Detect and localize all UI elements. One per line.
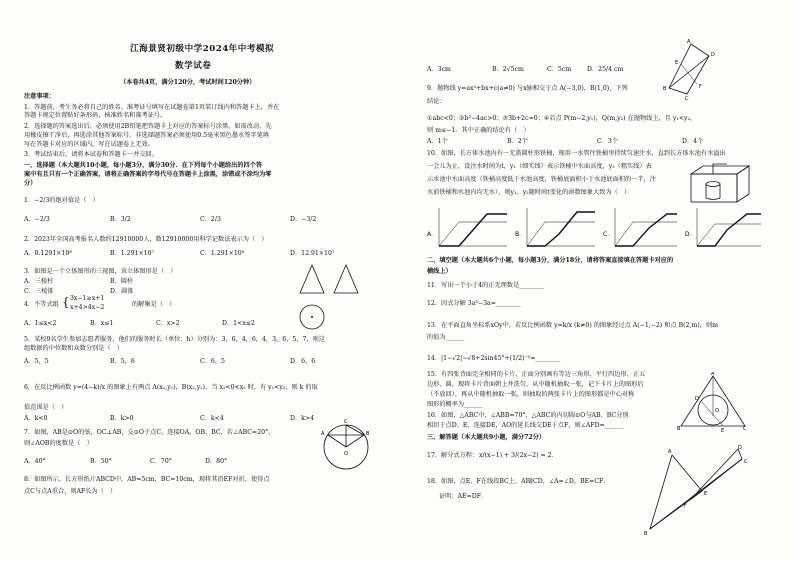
- section2-head1: 二、填空题（本大题共6个小题，每小题3分，满分18分，请将答案直接填在答题卡对应的: [427, 257, 674, 264]
- section1-head1: 一、选择题（本大题共10小题，每小题3分，满分30分．在下列每个小题给出的四个答: [24, 162, 263, 169]
- q16-stem-1: 16．如图，△ABC中，∠ABB=70°，△ABC的内切圆⊙O与AB、BC分别: [427, 412, 629, 419]
- q16-label-a: A: [711, 372, 715, 377]
- q4-option-a: A．1≤x<2: [24, 320, 57, 327]
- q9-stem-2: 结论：: [427, 98, 446, 105]
- q4-brace: {: [62, 295, 70, 309]
- q2-stem: 2．2023年全国高考报名人数约12910000人，数12910000用科学记数法表示为（ ）: [24, 236, 268, 243]
- q7-option-d: D．80°: [205, 458, 228, 465]
- q3-option-a: A．三棱柱: [24, 278, 54, 285]
- note-2c: 写在答题卡对应的区域内，写在试题卷上无效。: [24, 141, 154, 148]
- note-1b: 答题卡规定位置贴好条形码，核准姓名和准考证号。: [24, 112, 167, 119]
- q18-stem-2: 证明：AE=DF．: [439, 493, 488, 500]
- q2-option-b: B．1.291×10⁷: [110, 250, 154, 257]
- q8-stem-1: 8．如图所示，长方形纸片ABCD中，AB=5cm，BC=10cm，现将其沿EF对折，使得点: [24, 476, 270, 483]
- q12-text: 12．因式分解 3a³−3a=________: [427, 300, 521, 307]
- q8-label-a: A: [687, 39, 691, 45]
- q5-option-a: A．5，5: [24, 358, 49, 365]
- q15-stem-3: （不放回），再从中随机抽取一张，则抽取的两张卡片上的图形都是中心对称: [427, 391, 635, 398]
- q18-label-e: E: [704, 491, 708, 497]
- q16-incircle-figure: [677, 372, 749, 432]
- q10-c-y2: [615, 214, 677, 246]
- q18-stem-1: 18．如图，点E、F在线段BC上，AB∥CD，∠A=∠D，BE=CF．: [427, 478, 610, 485]
- q18-parallel-figure: [642, 445, 752, 537]
- q15-stem-2: 边形、圆，现将卡片背面朝上并洗匀，从中随机抽取一张，记下卡片上的图形后: [427, 381, 644, 388]
- q15-stem-1: 15．有四张背面完全相同的卡片，正面分别画有等边三角形、平行四边形、正五: [427, 371, 646, 378]
- q10-label-c: C．: [603, 231, 614, 238]
- q9-option-d: D．4个: [682, 138, 704, 145]
- note-2b: 用橡皮擦干净后，再选涂其他答案标号。非选择题答案必须使用0.5毫米黑色墨水签字笔填: [24, 132, 269, 139]
- q9-stem-3: ①abc<0；②b²−4ac>0；③3b+2c=0；④若点 P(m−2,y₁)，Q(m,y₂) 在抛物线上，且 y₁<y₂，: [427, 115, 697, 122]
- q18-label-a: A: [668, 449, 672, 455]
- q5-option-b: B．5，6: [110, 358, 135, 365]
- q10-water-pipe: [713, 164, 727, 174]
- q9-option-b: B．2个: [507, 138, 528, 145]
- q3-stem: 3．如图是一个立体图形的三视图，该立体图形是（ ）: [24, 268, 177, 275]
- q3-front-view: [300, 265, 324, 293]
- q6-stem-2: 值范围是（ ）: [24, 404, 68, 411]
- q5-stem-2: 组数据的中位数和众数分别是（ ）: [24, 345, 123, 352]
- q10-label-a: A．: [427, 231, 438, 238]
- q10-a-y1: [439, 222, 507, 246]
- q7-segment-oa: [328, 435, 346, 447]
- q8-label-c: C: [685, 96, 689, 100]
- q7-stem-2: 则∠AOB的度数是（ ）: [24, 440, 93, 447]
- q18-triangle-abe: [650, 455, 702, 529]
- q10-graph-d: [685, 208, 761, 246]
- note-3: 3．考试结束后，请将本试卷和答题卡一并交回。: [24, 151, 158, 158]
- q8-option-a: A．3cm: [427, 66, 451, 73]
- q7-option-a: A．40°: [24, 458, 46, 465]
- q8-crease-ef: [681, 64, 697, 84]
- note-1a: 1．答题前，考生务必将自己的姓名、准考证号填写在试题卷第1页装订线内和答题卡上，并在: [24, 104, 280, 111]
- q13-stem-1: 13．在平面直角坐标系xOy中，若反比例函数 y=k/x (k≠0) 的图象经过点 A(−1,−2) 和点 B(2,m)，则m: [427, 322, 719, 329]
- q4-option-d: D．1<x≤2: [222, 320, 255, 327]
- q18-label-d: D: [738, 445, 742, 451]
- q17-equation: x/(x−1) + 3/(2x−2) = 2．: [479, 452, 558, 459]
- q7-segment-ob: [346, 435, 364, 447]
- q10-bucket-top: [706, 182, 720, 187]
- q8-option-c: C．5cm: [547, 66, 572, 73]
- q6-stem-1: 6．在反比例函数 y=(4−k)/x 的图象上有两点 A(x₁,y₁)，B(x₂,y₂)，当 x₁<0<x₂ 时，有 y₁<y₂，则 k 的取: [24, 384, 318, 391]
- q16-label-b: B: [677, 426, 681, 432]
- q14-text: 14．|1−√2|−√8+2sin45°+(1/2)⁻²=________: [427, 355, 561, 362]
- q10-tank-side: [737, 166, 749, 202]
- q7-stem-1: 7．如图，AB是⊙O的弦，OC⊥AB，交⊙O于点C，连接OA、OB、BC，若∠ABC=20°，: [24, 429, 275, 436]
- q10-c-y1: [615, 222, 677, 246]
- q1-option-a: A．−2/3: [24, 216, 50, 223]
- q3-option-b: B．圆柱: [110, 278, 134, 285]
- q16-stem-2: 相切于点D、E，连接DE，AO的延长线交DE于点F，则∠AFD=______: [427, 422, 624, 429]
- right-column: [397, 0, 794, 561]
- q8-label-f: F: [699, 84, 702, 90]
- q6-option-c: C．k<4: [200, 415, 224, 422]
- note-2a: 2．选择题的答案选出后，必须使用2B铅笔把答题卡上对应的答案标号涂黑。如需改动，先: [24, 123, 272, 130]
- q4-pre: 4．不等式组: [24, 301, 59, 308]
- q8-label-e: E: [675, 60, 679, 66]
- q17-pre: 17．解分式方程：: [427, 452, 479, 459]
- q10-d-y1: [697, 224, 761, 246]
- q3-option-d: D．圆锥: [110, 288, 134, 295]
- q10-label-b: B．: [515, 231, 526, 238]
- q18-label-b: B: [644, 531, 648, 537]
- q10-stem-1: 10．如图，长方体水池内有一无盖圆柱形铁桶，现用一水管往铁桶里持续匀速注水，直到长方体水池有水溢出: [427, 150, 726, 157]
- q7-label-o: O: [344, 451, 348, 457]
- q10-graph-a: [427, 208, 507, 246]
- q5-stem-1: 5．某校9名学生参加志愿者服务，他们的服务时长（单位：h）分别为：3，6，4，6，4，3，6，5，7，则这: [24, 336, 325, 343]
- q18-label-f: F: [684, 503, 687, 509]
- q8-rectangle-figure: [659, 38, 719, 100]
- exam-subtitle: 数学试卷: [175, 61, 212, 71]
- q8-stem-2: 点C与点A重合，则AF长为（ ）: [24, 488, 117, 495]
- q10-tank-figure: [687, 162, 757, 204]
- section3-head: 三、解答题（本大题共9小题，满分72分）: [427, 434, 546, 441]
- q7-circle-figure: [318, 415, 378, 475]
- section2-head2: 横线上）: [427, 268, 452, 275]
- q16-label-o: O: [715, 408, 719, 414]
- q8-label-b: B: [663, 86, 667, 92]
- q3-three-views-figure: [290, 255, 370, 335]
- notes-heading: 注意事项：: [24, 93, 55, 100]
- q9-option-c: C．3个: [597, 138, 619, 145]
- q1-stem: 1．−2/3的绝对值是（ ）: [24, 197, 99, 204]
- q8-option-d: D．25/4 cm: [587, 66, 624, 73]
- q13-stem-2: 的值为______: [427, 334, 465, 341]
- q3-side-view: [334, 265, 358, 293]
- q16-label-d: D: [695, 396, 699, 402]
- q7-label-c: C: [344, 419, 348, 425]
- q2-option-a: A．0.1291×10⁸: [24, 250, 72, 257]
- q7-option-c: C．70°: [150, 458, 172, 465]
- q2-option-d: D．12.91×10⁷: [290, 250, 335, 257]
- q7-label-b: B: [366, 431, 370, 437]
- q10-graph-b: [515, 208, 595, 246]
- q10-bucket-bottom: [706, 198, 720, 200]
- q1-option-d: D．−3/2: [290, 216, 317, 223]
- q3-option-c: C．三棱锥: [24, 288, 54, 295]
- q10-tank-front: [691, 174, 737, 202]
- q18-label-c: C: [744, 459, 748, 465]
- q6-option-d: D．k>4: [290, 415, 315, 422]
- q10-tank-top: [691, 166, 749, 174]
- q15-stem-4: 图形的概率为______: [427, 401, 483, 408]
- q6-option-b: B．k>0: [110, 415, 134, 422]
- q7-label-a: A: [321, 431, 325, 437]
- q8-folded-rect: [669, 44, 709, 94]
- q7-option-b: B．50°: [90, 458, 112, 465]
- section1-head3: 分）: [24, 180, 37, 187]
- section1-head2: 案中有且只有一个正确答案，请将正确答案的字母代号在答题卡上涂黑，涂错或不涂均为零: [24, 171, 272, 178]
- q4-option-b: B．x≤1: [90, 320, 114, 327]
- q9-stem-1: 9．抛物线 y=ax²+bx+c(a≠0) 与x轴相交于点 A(−3,0)，B(1,0)，下列: [427, 85, 628, 92]
- q8-option-b: B．2√5cm: [492, 66, 524, 73]
- q9-stem-4: 则 m≤−1．其中正确的结论有（ ）: [427, 127, 530, 134]
- q11-text: 11．写出一个小于4的正无理数是________: [427, 282, 544, 289]
- q10-label-d: D．: [685, 231, 696, 238]
- q4-line2: x+4>4x−2: [70, 304, 105, 311]
- q5-option-d: D．6，6: [290, 358, 316, 365]
- q3-top-center: [311, 316, 313, 318]
- q10-b-y1: [527, 222, 595, 246]
- q10-graph-options: [427, 204, 767, 252]
- exam-title: 江海景贤初级中学2024年中考模拟: [130, 44, 275, 54]
- q4-option-c: C．x>2: [156, 320, 180, 327]
- q9-option-a: A．1个: [427, 138, 448, 145]
- q1-option-b: B．3/2: [110, 216, 131, 223]
- q10-d-y2: [697, 214, 761, 246]
- q4-tail: 的解集是（ ）: [132, 301, 176, 308]
- q10-stem-3: 示水池中水面高度（铁桶高度低于水池高度，铁桶底面积小于水池底面积的一半，注: [427, 176, 656, 183]
- q8-label-d: D: [711, 52, 715, 58]
- q6-option-a: A．k<0: [24, 415, 48, 422]
- q10-stem-2: 一会儿为止，设注水时间为t，y₁（细实线）表示铁桶中水面高度，y₂（粗实线）表: [427, 163, 652, 170]
- q4-line1: 3x−1≥x+1: [70, 295, 105, 302]
- q2-option-c: C．1.291×10⁸: [200, 250, 245, 257]
- q16-label-e: E: [721, 428, 725, 432]
- q5-option-c: C．6，5: [200, 358, 225, 365]
- q10-b-y2: [527, 212, 595, 246]
- exam-info: （本卷共4页，满分120分，考试时间120分钟）: [120, 79, 256, 86]
- q10-stem-4: 水前铁桶和水池内均无水），则y₁、y₂随时间t变化的函数图象大致为（ ）: [427, 189, 631, 196]
- q1-option-c: C．2/3: [200, 216, 221, 223]
- q16-label-c: C: [743, 426, 747, 432]
- q10-a-y2: [439, 214, 507, 246]
- q10-graph-c: [603, 208, 677, 246]
